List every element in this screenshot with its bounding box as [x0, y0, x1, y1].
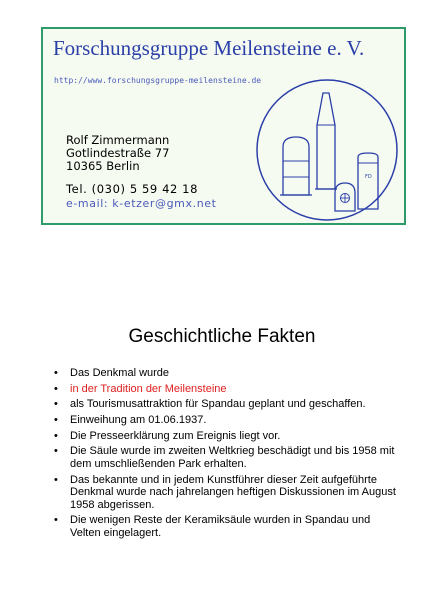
- facts-list: [50, 367, 400, 543]
- business-card: [41, 27, 406, 225]
- website-url[interactable]: http://www.forschungsgruppe-meilensteine.de: [54, 76, 262, 85]
- fact-item: • Einweihung am 01.06.1937.: [50, 414, 400, 427]
- fact-item: • Das Denkmal wurde: [50, 367, 400, 380]
- fact-item: • Die wenigen Reste der Keramiksäule wurden in Spandau und Velten eingelagert.: [50, 514, 400, 539]
- contact-city: 10365 Berlin: [66, 159, 140, 173]
- fact-item: • Die Presseerklärung zum Ereignis liegt vor.: [50, 430, 400, 443]
- contact-street: Gotlindestraße 77: [66, 146, 170, 160]
- fact-item: • Die Säule wurde im zweiten Weltkrieg beschädigt und bis 1958 mit dem umschließenden Park erhalten.: [50, 445, 400, 470]
- fact-item: • Das bekannte und in jedem Kunstführer dieser Zeit aufgeführte Denkmal wurde nach jahrelangen heftigen Diskussionen im August 1958 abgerissen.: [50, 474, 400, 512]
- contact-email[interactable]: e-mail: k-etzer@gmx.net: [66, 197, 217, 210]
- fact-item: • als Tourismusattraktion für Spandau geplant und geschaffen.: [50, 398, 400, 411]
- organization-name: Forschungsgruppe Meilensteine e. V.: [53, 36, 365, 60]
- contact-phone: Tel. (030) 5 59 42 18: [66, 182, 199, 196]
- fact-item-highlighted: • in der Tradition der Meilensteine: [50, 383, 400, 396]
- contact-name: Rolf Zimmermann: [66, 133, 170, 147]
- logo-plate-label: FD: [365, 174, 372, 180]
- milestones-logo-icon: [255, 77, 401, 223]
- page-heading: Geschichtliche Fakten: [128, 326, 316, 347]
